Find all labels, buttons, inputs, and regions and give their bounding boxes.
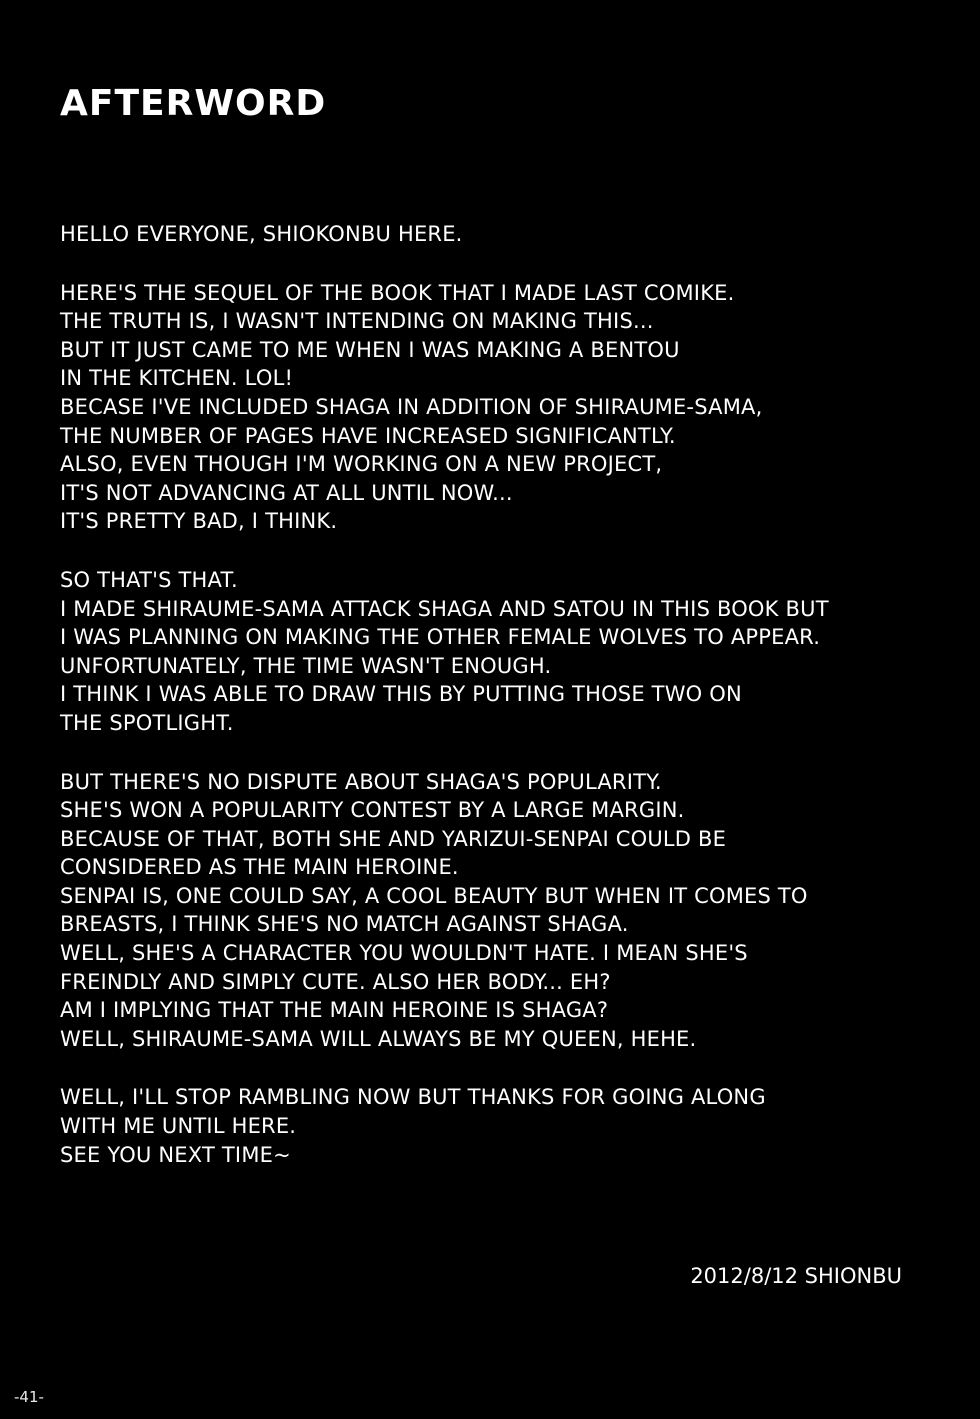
text-line: I THINK I WAS ABLE TO DRAW THIS BY PUTTING THOSE TWO ON bbox=[60, 682, 742, 707]
text-line: THE NUMBER OF PAGES HAVE INCREASED SIGNIFICANTLY. bbox=[60, 423, 676, 448]
text-line: I MADE SHIRAUME-SAMA ATTACK SHAGA AND SATOU IN THIS BOOK BUT bbox=[60, 596, 829, 621]
signature-date: 2012/8/12 SHIONBU bbox=[690, 1264, 902, 1288]
text-line: IT'S PRETTY BAD, I THINK. bbox=[60, 509, 338, 534]
text-line: HERE'S THE SEQUEL OF THE BOOK THAT I MADE LAST COMIKE. bbox=[60, 280, 735, 305]
text-line: BECASE I'VE INCLUDED SHAGA IN ADDITION OF SHIRAUME-SAMA, bbox=[60, 394, 763, 419]
text-line: WITH ME UNTIL HERE. bbox=[60, 1114, 297, 1139]
text-line: SO THAT'S THAT. bbox=[60, 567, 238, 592]
text-line: FREINDLY AND SIMPLY CUTE. ALSO HER BODY... EH? bbox=[60, 969, 611, 994]
paragraph-2 bbox=[60, 279, 940, 536]
text-line: SEE YOU NEXT TIME~ bbox=[60, 1142, 291, 1167]
afterword-body bbox=[60, 220, 940, 1199]
text-line: BUT THERE'S NO DISPUTE ABOUT SHAGA'S POPULARITY. bbox=[60, 769, 662, 794]
paragraph-4 bbox=[60, 768, 940, 1054]
text-line: IN THE KITCHEN. LOL! bbox=[60, 366, 294, 391]
page-title: AFTERWORD bbox=[60, 83, 327, 124]
text-line: UNFORTUNATELY, THE TIME WASN'T ENOUGH. bbox=[60, 653, 552, 678]
text-line: BREASTS, I THINK SHE'S NO MATCH AGAINST SHAGA. bbox=[60, 912, 629, 937]
text-line: CONSIDERED AS THE MAIN HEROINE. bbox=[60, 855, 459, 880]
paragraph-1 bbox=[60, 220, 940, 249]
text-line: ALSO, EVEN THOUGH I'M WORKING ON A NEW PROJECT, bbox=[60, 452, 663, 477]
text-line: WELL, I'LL STOP RAMBLING NOW BUT THANKS FOR GOING ALONG bbox=[60, 1085, 766, 1110]
text-line: IT'S NOT ADVANCING AT ALL UNTIL NOW... bbox=[60, 480, 513, 505]
text-line: SENPAI IS, ONE COULD SAY, A COOL BEAUTY BUT WHEN IT COMES TO bbox=[60, 883, 808, 908]
paragraph-3 bbox=[60, 566, 940, 738]
text-line: I WAS PLANNING ON MAKING THE OTHER FEMALE WOLVES TO APPEAR. bbox=[60, 625, 821, 650]
text-line: BUT IT JUST CAME TO ME WHEN I WAS MAKING A BENTOU bbox=[60, 337, 680, 362]
text-line: THE TRUTH IS, I WASN'T INTENDING ON MAKING THIS... bbox=[60, 309, 654, 334]
text-line: THE SPOTLIGHT. bbox=[60, 710, 234, 735]
text-line: BECAUSE OF THAT, BOTH SHE AND YARIZUI-SENPAI COULD BE bbox=[60, 826, 727, 851]
page-number: -41- bbox=[14, 1388, 44, 1406]
text-line: WELL, SHE'S A CHARACTER YOU WOULDN'T HATE. I MEAN SHE'S bbox=[60, 941, 748, 966]
text-line: AM I IMPLYING THAT THE MAIN HEROINE IS SHAGA? bbox=[60, 998, 609, 1023]
paragraph-5 bbox=[60, 1083, 940, 1169]
text-line: SHE'S WON A POPULARITY CONTEST BY A LARGE MARGIN. bbox=[60, 798, 685, 823]
text-line: WELL, SHIRAUME-SAMA WILL ALWAYS BE MY QUEEN, HEHE. bbox=[60, 1026, 697, 1051]
text-line: HELLO EVERYONE, SHIOKONBU HERE. bbox=[60, 222, 463, 246]
